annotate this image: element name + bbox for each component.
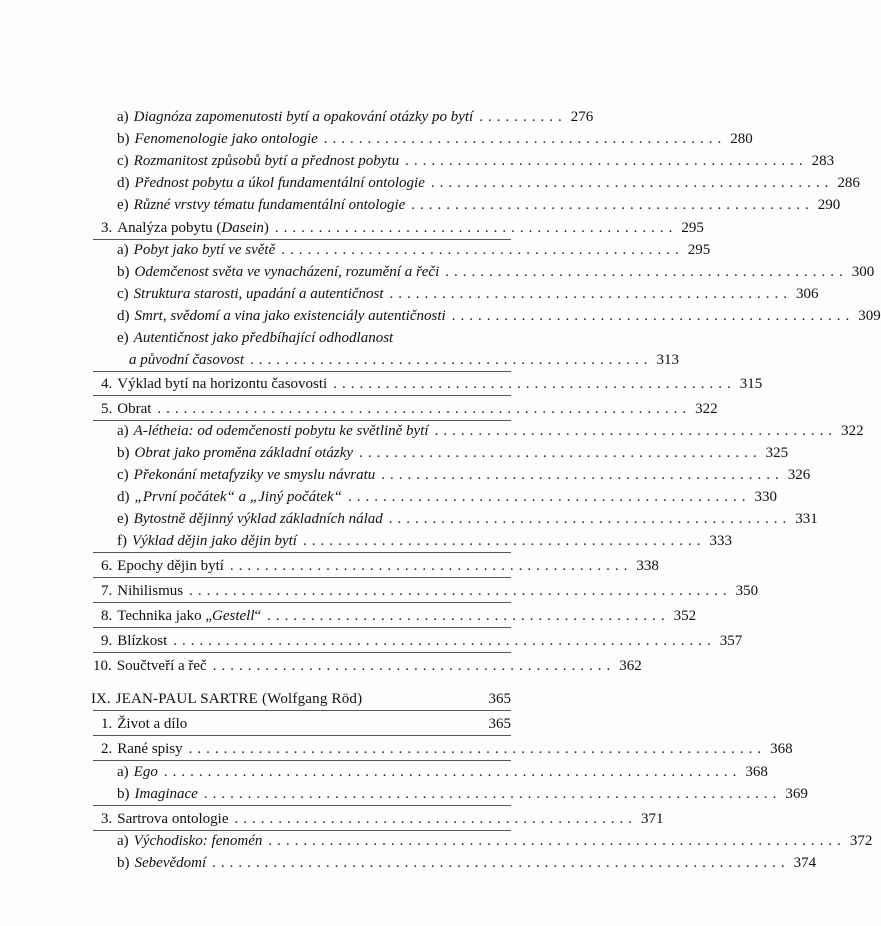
leader-dots: .................................................................. <box>212 855 790 871</box>
entry-title: Výklad bytí na horizontu časovosti <box>117 376 328 392</box>
entry-number: d) <box>117 489 130 505</box>
toc-entry <box>101 217 704 239</box>
entry-page: 300 <box>851 264 875 280</box>
entry-title: Fenomenologie jako ontologie <box>134 131 318 147</box>
entry-number: 10. <box>93 658 112 674</box>
entry-title: Přednost pobytu a úkol fundamentální ontologie <box>134 175 425 191</box>
entry-title: a původní časovost <box>129 352 244 368</box>
entry-page: 365 <box>488 691 511 707</box>
entry-title: Smrt, svědomí a vina jako existenciály autentičnosti <box>134 308 446 324</box>
toc-entry <box>117 239 711 261</box>
entry-page: 315 <box>739 376 763 392</box>
entry-title: Různé vrstvy tématu fundamentální ontologie <box>133 197 406 213</box>
toc-entry <box>101 630 743 652</box>
leader-dots: .............................................. <box>434 423 838 439</box>
entry-number: c) <box>117 286 129 302</box>
toc-entry <box>117 530 732 552</box>
entry-page: 295 <box>687 242 711 258</box>
divider <box>93 371 511 372</box>
entry-title: Obrat <box>117 401 152 417</box>
leader-dots: .................................................................. <box>203 786 782 802</box>
entry-number: c) <box>117 467 129 483</box>
toc-entry <box>117 172 860 194</box>
entry-number: a) <box>117 833 129 849</box>
leader-dots: .................................................................. <box>268 833 846 849</box>
toc-entry <box>117 442 789 464</box>
entry-title: Rozmanitost způsobů bytí a přednost pobytu <box>133 153 400 169</box>
chapter-heading <box>91 688 511 710</box>
entry-number: b) <box>117 264 130 280</box>
toc-entry <box>117 106 594 128</box>
entry-title: Technika jako „Gestell“ <box>117 608 262 624</box>
entry-page: 276 <box>570 109 594 125</box>
entry-page: 371 <box>640 811 664 827</box>
entry-title: Autentičnost jako předbíhající odhodlanost <box>133 330 394 346</box>
entry-number: b) <box>117 131 130 147</box>
leader-dots: .............................................. <box>388 511 792 527</box>
entry-number: e) <box>117 511 129 527</box>
entry-title: Rané spisy <box>117 741 183 757</box>
entry-number: f) <box>117 533 127 549</box>
leader-dots: .............................................. <box>267 608 670 624</box>
entry-page: 357 <box>719 633 743 649</box>
entry-number: d) <box>117 308 130 324</box>
entry-number: e) <box>117 197 129 213</box>
chapter-number: IX. <box>91 691 111 707</box>
entry-title: Východisko: fenomén <box>133 833 263 849</box>
entry-number: d) <box>117 175 130 191</box>
entry-page: 365 <box>488 716 511 732</box>
entry-title: Struktura starosti, upadání a autentičnost <box>133 286 384 302</box>
chapter-title: JEAN-PAUL SARTRE (Wolfgang Röd) <box>115 691 363 707</box>
divider <box>93 805 511 806</box>
toc-entry <box>101 808 664 830</box>
leader-dots: .............................................. <box>274 220 678 236</box>
entry-title: Život a dílo <box>117 716 188 732</box>
leader-dots: .............................................................. <box>189 583 732 599</box>
entry-number: e) <box>117 330 129 346</box>
leader-dots: .............................................. <box>302 533 706 549</box>
toc-entry <box>117 420 864 442</box>
entry-page: 283 <box>811 153 835 169</box>
entry-page: 330 <box>754 489 777 505</box>
entry-title: Analýza pobytu (Dasein) <box>117 220 269 236</box>
divider <box>93 552 511 553</box>
leader-dots: .............................................. <box>411 197 814 213</box>
toc-entry <box>101 713 511 735</box>
toc-entry <box>101 555 659 577</box>
entry-page: 333 <box>709 533 732 549</box>
toc-entry <box>117 761 768 783</box>
divider <box>93 710 511 711</box>
leader-dots: .................................................................. <box>163 764 742 780</box>
entry-number: b) <box>117 855 130 871</box>
leader-dots: .............................................. <box>451 308 855 324</box>
toc-entry <box>117 486 777 508</box>
entry-number: 3. <box>101 220 113 236</box>
entry-page: 362 <box>619 658 642 674</box>
toc-entry <box>101 373 763 395</box>
entry-page: 322 <box>841 423 864 439</box>
entry-page: 309 <box>858 308 881 324</box>
leader-dots: .................................................................. <box>188 741 767 757</box>
entry-title: Sebevědomí <box>134 855 207 871</box>
toc-entry <box>117 128 753 150</box>
entry-number: c) <box>117 153 129 169</box>
entry-number: 4. <box>101 376 113 392</box>
toc-entry <box>117 508 818 530</box>
toc-entry-continuation <box>129 349 679 371</box>
entry-page: 352 <box>673 608 697 624</box>
divider <box>93 577 511 578</box>
leader-dots: .............................................. <box>389 286 793 302</box>
entry-page: 322 <box>695 401 718 417</box>
entry-page: 325 <box>765 445 789 461</box>
toc-entry <box>117 283 819 305</box>
leader-dots: .............................................. <box>405 153 808 169</box>
entry-title: Nihilismus <box>117 583 184 599</box>
entry-page: 313 <box>656 352 679 368</box>
entry-number: a) <box>117 242 129 258</box>
entry-title: Součtveří a řeč <box>116 658 207 674</box>
toc-entry <box>101 398 718 420</box>
entry-page: 295 <box>681 220 704 236</box>
entry-title: Epochy dějin bytí <box>117 558 224 574</box>
entry-title: Výklad dějin jako dějin bytí <box>132 533 297 549</box>
entry-number: 6. <box>101 558 113 574</box>
entry-title: Překonání metafyziky ve smyslu návratu <box>133 467 376 483</box>
leader-dots: .............................................. <box>249 352 653 368</box>
leader-dots: .......... <box>479 109 567 125</box>
entry-number: b) <box>117 445 130 461</box>
toc-entry <box>101 738 793 760</box>
entry-title: Imaginace <box>134 786 198 802</box>
leader-dots: ............................................................. <box>157 401 692 417</box>
entry-title: „První počátek“ a „Jiný počátek“ <box>134 489 342 505</box>
entry-number: a) <box>117 764 129 780</box>
entry-page: 338 <box>636 558 659 574</box>
leader-dots: .............................................. <box>281 242 684 258</box>
divider <box>93 627 511 628</box>
divider <box>93 395 511 396</box>
entry-page: 306 <box>796 286 819 302</box>
entry-number: 1. <box>101 716 113 732</box>
leader-dots: .............................................. <box>381 467 784 483</box>
toc-entry <box>117 464 811 486</box>
leader-dots: .............................................. <box>445 264 848 280</box>
entry-page: 326 <box>787 467 811 483</box>
entry-title: A-létheia: od odemčenosti pobytu ke světlině bytí <box>133 423 429 439</box>
entry-title: Diagnóza zapomenutosti bytí a opakování otázky po bytí <box>133 109 474 125</box>
entry-number: 9. <box>101 633 113 649</box>
entry-page: 280 <box>730 131 753 147</box>
entry-number: 8. <box>101 608 113 624</box>
entry-page: 374 <box>793 855 817 871</box>
toc-entry <box>101 580 759 602</box>
leader-dots: .............................................. <box>333 376 736 392</box>
leader-dots: .............................................. <box>323 131 727 147</box>
entry-page: 350 <box>735 583 759 599</box>
divider <box>93 602 511 603</box>
leader-dots: .............................................. <box>234 811 637 827</box>
leader-dots: .............................................. <box>430 175 834 191</box>
toc-entry <box>117 830 873 852</box>
entry-page: 290 <box>817 197 841 213</box>
toc-entry <box>101 605 697 627</box>
entry-title: Obrat jako proměna základní otázky <box>134 445 354 461</box>
toc-entry <box>117 261 875 283</box>
entry-title: Ego <box>133 764 158 780</box>
entry-number: a) <box>117 423 129 439</box>
entry-title: Odemčenost světa ve vynacházení, rozumění a řeči <box>134 264 440 280</box>
toc-entry <box>117 852 817 874</box>
entry-number: 2. <box>101 741 113 757</box>
entry-title: Blízkost <box>117 633 168 649</box>
leader-dots: .............................................. <box>229 558 633 574</box>
entry-page: 369 <box>785 786 808 802</box>
toc-entry <box>117 305 881 327</box>
entry-page: 368 <box>770 741 793 757</box>
entry-page: 372 <box>849 833 873 849</box>
entry-page: 331 <box>795 511 818 527</box>
toc-entry <box>117 327 511 349</box>
entry-number: 3. <box>101 811 113 827</box>
entry-number: 5. <box>101 401 113 417</box>
entry-title: Pobyt jako bytí ve světě <box>133 242 276 258</box>
leader-dots: .............................................................. <box>173 633 716 649</box>
entry-number: b) <box>117 786 130 802</box>
leader-dots: .............................................. <box>359 445 762 461</box>
leader-dots: .............................................. <box>347 489 751 505</box>
toc-entry <box>117 194 841 216</box>
entry-number: a) <box>117 109 129 125</box>
entry-page: 286 <box>837 175 860 191</box>
divider <box>93 652 511 653</box>
entry-title: Sartrova ontologie <box>117 811 229 827</box>
entry-title: Bytostně dějinný výklad základních nálad <box>133 511 383 527</box>
divider <box>93 735 511 736</box>
entry-page: 368 <box>745 764 768 780</box>
toc-entry <box>93 655 642 677</box>
leader-dots: .............................................. <box>212 658 616 674</box>
toc-entry <box>117 150 835 172</box>
toc-entry <box>117 783 808 805</box>
entry-number: 7. <box>101 583 113 599</box>
